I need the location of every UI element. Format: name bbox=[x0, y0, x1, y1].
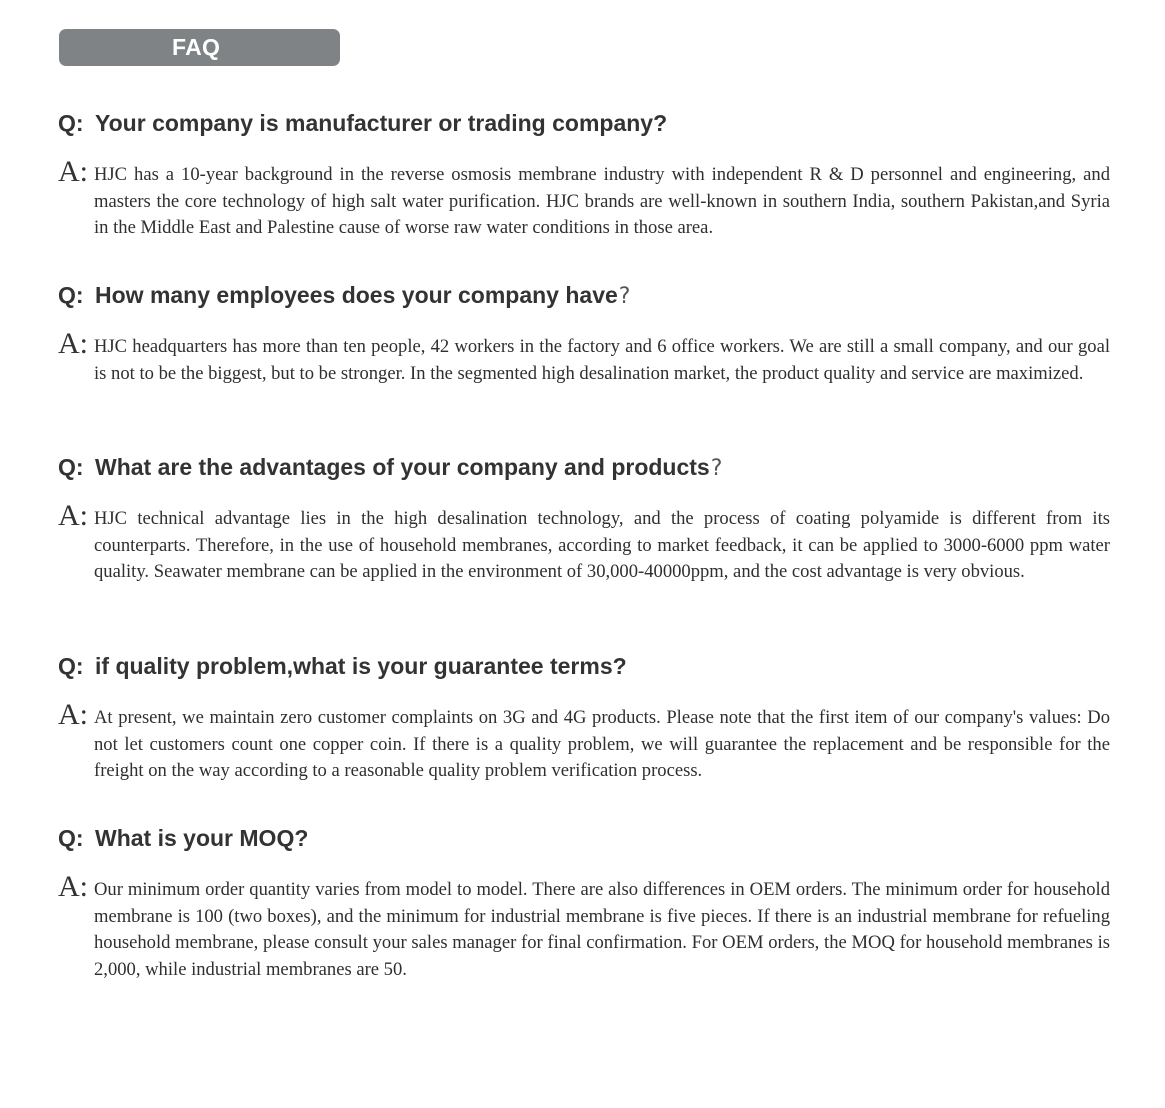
question-prefix: Q: bbox=[58, 825, 84, 851]
faq-answer bbox=[58, 155, 1110, 242]
faq-item-employees bbox=[58, 282, 1110, 387]
faq-question bbox=[58, 454, 1110, 486]
faq-question bbox=[58, 282, 1110, 314]
question-prefix: Q: bbox=[58, 282, 84, 308]
faq-item-advantages bbox=[58, 454, 1110, 586]
answer-prefix: A: bbox=[58, 698, 88, 731]
question-prefix: Q: bbox=[58, 110, 84, 136]
question-mark: ? bbox=[710, 456, 723, 481]
question-text: Your company is manufacturer or trading company? bbox=[95, 110, 668, 136]
faq-header-label: FAQ bbox=[172, 34, 221, 60]
faq-answer bbox=[58, 870, 1110, 983]
question-text: What is your MOQ? bbox=[95, 825, 309, 851]
faq-header-badge bbox=[59, 29, 340, 66]
answer-prefix: A: bbox=[58, 870, 88, 903]
answer-text: Our minimum order quantity varies from model to model. There are also differences in OEM orders. The minimum order for household membrane is 100 (two boxes), and the minimum for industrial membrane is five pieces. If there is an industrial membrane for refueling household membrane, please consult your sales manager for final confirmation. For OEM orders, the MOQ for household membranes is 2,000, while industrial membranes are 50. bbox=[94, 879, 1110, 980]
faq-answer bbox=[58, 499, 1110, 586]
faq-answer bbox=[58, 327, 1110, 387]
answer-text: HJC technical advantage lies in the high desalination technology, and the process of coating polyamide is different from its counterparts. Therefore, in the use of household membranes, according to market feedback, it can be applied to 3000-6000 ppm water quality. Seawater membrane can be applied in the environment of 30,000-40000ppm, and the cost advantage is very obvious. bbox=[94, 508, 1110, 582]
question-prefix: Q: bbox=[58, 454, 84, 480]
answer-prefix: A: bbox=[58, 499, 88, 532]
faq-question bbox=[58, 825, 1110, 857]
answer-text: HJC headquarters has more than ten people, 42 workers in the factory and 6 office workers. We are still a small company, and our goal is not to be the biggest, but to be stronger. In the segmented high desalination market, the product quality and service are maximized. bbox=[94, 336, 1110, 384]
faq-answer bbox=[58, 698, 1110, 785]
faq-item-company-type bbox=[58, 110, 1110, 242]
faq-item-guarantee bbox=[58, 653, 1110, 785]
question-text: What are the advantages of your company and products bbox=[95, 454, 710, 480]
answer-prefix: A: bbox=[58, 327, 88, 360]
question-mark: ? bbox=[618, 284, 631, 309]
question-text: How many employees does your company have bbox=[95, 282, 618, 308]
answer-prefix: A: bbox=[58, 155, 88, 188]
answer-text: At present, we maintain zero customer complaints on 3G and 4G products. Please note that the first item of our company's values: Do not let customers count one copper coin. If there is a quality problem, we will guarantee the replacement and be responsible for the freight on the way according to a reasonable quality problem verification process. bbox=[94, 707, 1110, 781]
faq-item-moq bbox=[58, 825, 1110, 983]
faq-question bbox=[58, 653, 1110, 685]
question-text: if quality problem,what is your guarantee terms? bbox=[95, 653, 627, 679]
answer-text: HJC has a 10-year background in the reverse osmosis membrane industry with independent R & D personnel and engineering, and masters the core technology of high salt water purification. HJC brands are well-known in southern India, southern Pakistan,and Syria in the Middle East and Palestine cause of worse raw water conditions in those area. bbox=[94, 164, 1110, 238]
question-prefix: Q: bbox=[58, 653, 84, 679]
faq-question bbox=[58, 110, 1110, 142]
